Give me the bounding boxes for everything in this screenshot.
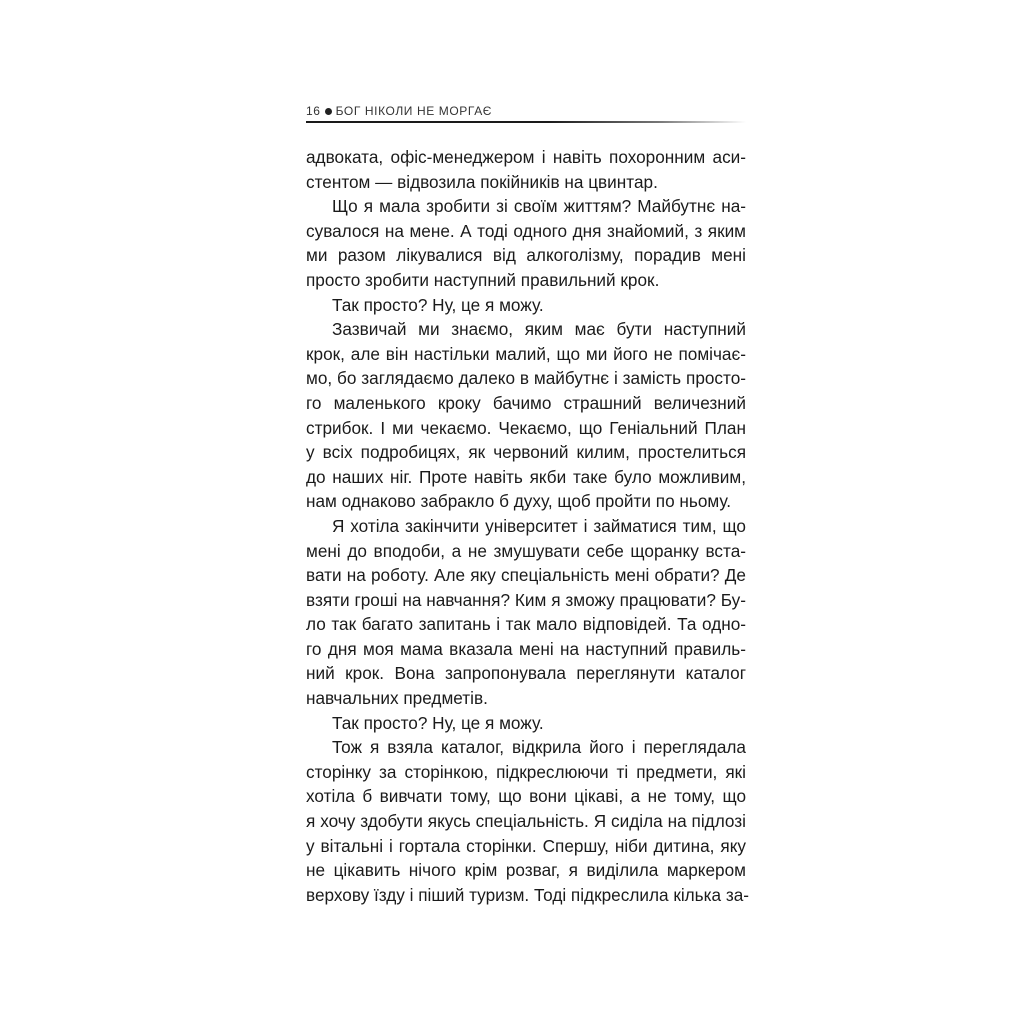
text-line: крок, але він настільки малий, що ми його не помічає- xyxy=(306,343,746,364)
text-line: Тож я взяла каталог, відкрила його і переглядала xyxy=(332,737,746,758)
text-line: Що я мала зробити зі своїм життям? Майбутнє на- xyxy=(332,196,746,217)
text-line: ло так багато запитань і так мало відповідей. Та одно- xyxy=(306,614,746,635)
text-line: сторінку за сторінкою, підкреслюючи ті предмети, які xyxy=(306,761,746,782)
text-line: мені до вподоби, а не змушувати себе щоранку вста- xyxy=(306,540,746,561)
text-line: мо, бо заглядаємо далеко в майбутнє і замість просто- xyxy=(306,368,746,389)
text-line: Так просто? Ну, це я можу. xyxy=(332,712,544,733)
text-line: взяти гроші на навчання? Ким я зможу працювати? Бу- xyxy=(306,589,746,610)
text-line: стентом — відвозила покійників на цвинтар. xyxy=(306,171,658,192)
text-line: вати на роботу. Але яку спеціальність мені обрати? Де xyxy=(306,565,746,586)
text-line: го дня моя мама вказала мені на наступний правиль- xyxy=(306,638,746,659)
text-line: Так просто? Ну, це я можу. xyxy=(332,294,544,315)
text-line: Зазвичай ми знаємо, яким має бути наступний xyxy=(332,319,746,340)
text-line: просто зробити наступний правильний крок. xyxy=(306,269,660,290)
text-line: верхову їзду і піший туризм. Тоді підкреслила кілька за- xyxy=(306,884,750,905)
text-line: адвоката, офіс-менеджером і навіть похоронним аси- xyxy=(306,147,746,167)
text-line: не цікавить нічого крім розваг, я виділила маркером xyxy=(306,860,746,881)
bullet-separator-icon xyxy=(325,108,332,115)
text-line: я хочу здобути якусь спеціальність. Я сиділа на підлозі xyxy=(306,811,746,832)
book-title: БОГ НІКОЛИ НЕ МОРГАЄ xyxy=(335,104,493,118)
text-line: го маленького кроку бачимо страшний величезний xyxy=(306,392,746,413)
body-text xyxy=(306,145,750,907)
text-line: навчальних предметів. xyxy=(306,688,488,709)
running-head-text xyxy=(306,104,492,118)
text-line: ний крок. Вона запропонувала переглянути каталог xyxy=(306,663,746,684)
text-line: ми разом лікувалися від алкоголізму, порадив мені xyxy=(306,245,746,266)
text-line: сувалося на мене. А тоді одного дня знайомий, з яким xyxy=(306,220,746,241)
text-line: Я хотіла закінчити університет і займатися тим, що xyxy=(332,515,746,536)
text-line: хотіла б вивчати тому, що вони цікаві, а не тому, що xyxy=(306,786,746,807)
text-line: до наших ніг. Проте навіть якби таке було можливим, xyxy=(306,466,746,487)
text-line: у вітальні і гортала сторінки. Спершу, ніби дитина, яку xyxy=(306,835,746,856)
text-line: у всіх подробицях, як червоний килим, простелиться xyxy=(306,442,746,463)
page-number: 16 xyxy=(306,104,321,118)
header-rule xyxy=(306,121,746,123)
text-line: нам однаково забракло б духу, щоб пройти по ньому. xyxy=(306,491,732,512)
text-line: стрибок. І ми чекаємо. Чекаємо, що Геніальний План xyxy=(306,417,746,438)
running-head xyxy=(306,100,746,126)
